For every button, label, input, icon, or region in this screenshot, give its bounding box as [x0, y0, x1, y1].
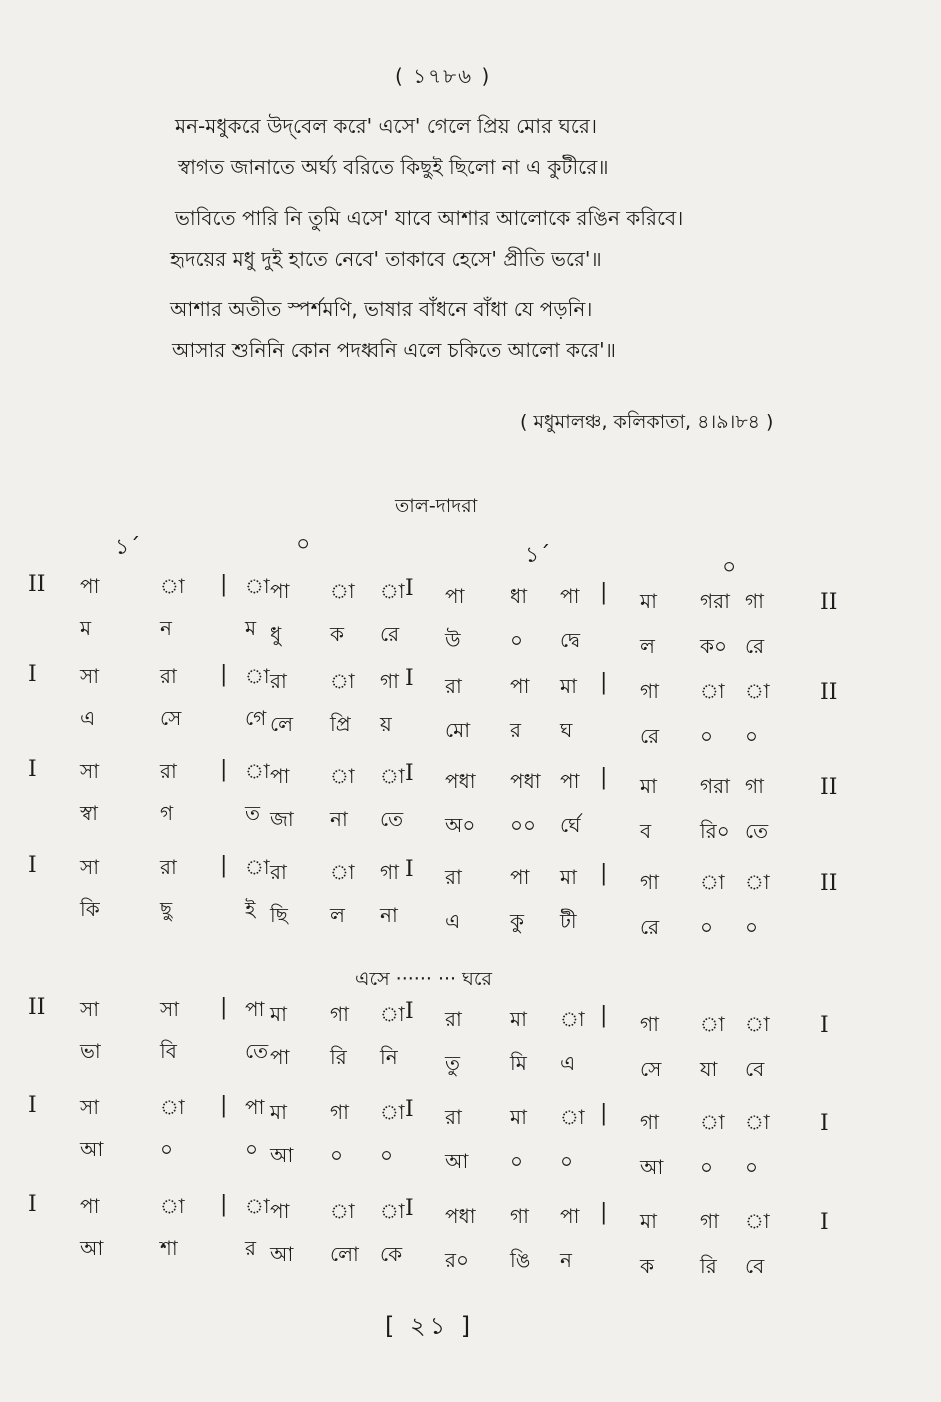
- lyric-line: মন-মধুকরে উদ্‌বেল করে' এসে' গেলে প্রিয় মোর ঘরে।: [175, 114, 597, 138]
- lyric-syllable: সে: [160, 706, 182, 730]
- notation-row: [0, 1192, 941, 1282]
- swara-note: গরা: [700, 589, 730, 613]
- lyric-syllable: র: [510, 718, 522, 742]
- lyric-syllable: এ: [445, 909, 461, 933]
- swara-note: পা: [510, 674, 530, 698]
- swara-note: া: [245, 664, 270, 688]
- swara-note: পা: [245, 1095, 265, 1119]
- lyric-syllable: ০: [700, 915, 714, 939]
- swara-note: পা: [270, 1199, 290, 1223]
- lyric-syllable: র: [245, 1236, 257, 1260]
- lyric-syllable: লে: [270, 712, 294, 736]
- swara-note: পধা: [445, 769, 476, 793]
- lyric-syllable: রে: [640, 915, 660, 939]
- swara-note: মা: [560, 865, 577, 889]
- beat-divider: |: [600, 580, 608, 605]
- swara-note: া: [380, 764, 405, 788]
- lyric-line: হৃদয়ের মধু দুই হাতে নেবে' তাকাবে হেসে' প্রীতি ভরে'॥: [170, 247, 602, 271]
- swara-note: পা: [560, 769, 580, 793]
- lyric-syllable: র০: [445, 1248, 470, 1272]
- lyric-syllable: আ: [640, 1155, 664, 1179]
- lyric-syllable: রি: [700, 1254, 717, 1278]
- swara-note: পধা: [510, 769, 541, 793]
- lyric-syllable: কু: [510, 909, 524, 933]
- swara-note: া: [700, 679, 725, 703]
- beat-mark: ১´: [115, 535, 141, 560]
- beat-divider: |: [220, 572, 228, 597]
- lyric-syllable: ল: [640, 634, 655, 658]
- beat-mark: ০: [722, 555, 737, 580]
- swara-note: গা: [745, 774, 764, 798]
- swara-note: া: [245, 855, 270, 879]
- swara-note: রা: [270, 669, 287, 693]
- swara-note: া: [380, 1100, 405, 1124]
- lyric-syllable: ক: [640, 1254, 654, 1278]
- half-barline: I: [405, 666, 414, 691]
- swara-note: া: [700, 1012, 725, 1036]
- lyric-syllable: কি: [80, 897, 100, 921]
- swara-note: গা: [640, 679, 659, 703]
- swara-note: পধা: [445, 1204, 476, 1228]
- lyric-syllable: নি: [380, 1045, 398, 1069]
- swara-note: রা: [445, 1007, 462, 1031]
- swara-note: রা: [445, 1105, 462, 1129]
- lyric-syllable: ০০: [510, 813, 537, 837]
- swara-note: রা: [160, 855, 177, 879]
- notation-row: [0, 662, 941, 752]
- lyric-syllable: ন: [160, 616, 172, 640]
- swara-note: রা: [445, 674, 462, 698]
- beat-divider: |: [220, 995, 228, 1020]
- notation-row: [0, 757, 941, 847]
- lyric-syllable: রি০: [700, 819, 730, 843]
- swara-note: া: [560, 1105, 585, 1129]
- lyric-syllable: প্রি: [330, 712, 351, 736]
- swara-note: া: [380, 579, 405, 603]
- lyric-syllable: র্ঘে: [560, 813, 581, 837]
- half-barline: I: [405, 576, 414, 601]
- lyric-syllable: ত: [245, 801, 261, 825]
- swara-note: া: [700, 870, 725, 894]
- lyric-syllable: গ: [160, 801, 174, 825]
- beat-mark: ১´: [525, 543, 551, 568]
- lyric-syllable: টী: [560, 909, 577, 933]
- beat-divider: |: [220, 1192, 228, 1217]
- open-barline: I: [28, 853, 37, 878]
- beat-divider: |: [220, 662, 228, 687]
- beat-divider: |: [220, 853, 228, 878]
- half-barline: I: [405, 999, 414, 1024]
- song-number: ( ১৭৮৬ ): [395, 64, 492, 88]
- swara-note: া: [330, 1199, 355, 1223]
- lyric-syllable: বে: [745, 1254, 765, 1278]
- lyric-syllable: বি: [160, 1039, 177, 1063]
- lyric-syllable: তে: [380, 807, 404, 831]
- lyric-syllable: ছি: [270, 903, 288, 927]
- open-barline: I: [28, 1093, 37, 1118]
- close-barline: II: [820, 680, 838, 705]
- swara-note: গা: [640, 1012, 659, 1036]
- close-barline: I: [820, 1210, 829, 1235]
- mid-label: এসে ······ ··· ঘরে: [355, 968, 492, 990]
- lyric-syllable: ০: [700, 1155, 714, 1179]
- swara-note: া: [330, 764, 355, 788]
- lyric-syllable: লো: [330, 1242, 359, 1266]
- notation-row: [0, 572, 941, 662]
- swara-note: গা: [640, 870, 659, 894]
- swara-note: পা: [510, 865, 530, 889]
- lyric-syllable: ০: [510, 1149, 524, 1173]
- lyric-syllable: তে: [745, 819, 769, 843]
- swara-note: সা: [80, 1095, 100, 1119]
- lyric-syllable: তে: [245, 1039, 269, 1063]
- open-barline: II: [28, 572, 46, 597]
- lyric-syllable: মো: [445, 718, 471, 742]
- close-barline: I: [820, 1111, 829, 1136]
- lyric-syllable: ভা: [80, 1039, 101, 1063]
- lyric-syllable: কে: [380, 1242, 403, 1266]
- lyric-syllable: ন: [560, 1248, 572, 1272]
- lyric-syllable: ০: [160, 1137, 174, 1161]
- beat-mark: ০: [296, 532, 311, 557]
- half-barline: I: [405, 857, 414, 882]
- half-barline: I: [405, 1196, 414, 1221]
- lyric-syllable: তু: [445, 1051, 461, 1075]
- swara-note: া: [245, 1194, 270, 1218]
- beat-divider: |: [600, 861, 608, 886]
- lyric-syllable: রি: [330, 1045, 347, 1069]
- lyric-syllable: ম: [245, 616, 257, 640]
- lyric-syllable: ০: [745, 915, 759, 939]
- lyric-syllable: ০: [510, 628, 524, 652]
- lyric-syllable: আ: [80, 1236, 104, 1260]
- lyric-syllable: ব: [640, 819, 652, 843]
- lyric-line: আশার অতীত স্পর্শমণি, ভাষার বাঁধনে বাঁধা যে পড়নি।: [170, 297, 593, 321]
- swara-note: রা: [160, 759, 177, 783]
- swara-note: মা: [640, 774, 657, 798]
- lyric-syllable: উ: [445, 628, 461, 652]
- lyric-syllable: ক: [330, 622, 344, 646]
- lyric-line: স্বাগত জানাতে অর্ঘ্য বরিতে কিছুই ছিলো না এ কুটীরে॥: [178, 155, 609, 179]
- lyric-syllable: মি: [510, 1051, 527, 1075]
- swara-note: গা: [640, 1110, 659, 1134]
- lyric-syllable: ক০: [700, 634, 727, 658]
- open-barline: I: [28, 662, 37, 687]
- swara-note: সা: [160, 997, 180, 1021]
- swara-note: মা: [510, 1105, 527, 1129]
- swara-note: া: [700, 1110, 725, 1134]
- swara-note: া: [380, 1002, 405, 1026]
- notation-row: [0, 1093, 941, 1183]
- swara-note: া: [745, 870, 770, 894]
- swara-note: া: [745, 679, 770, 703]
- lyric-syllable: বে: [745, 1057, 765, 1081]
- open-barline: I: [28, 757, 37, 782]
- half-barline: I: [405, 761, 414, 786]
- swara-note: া: [160, 574, 185, 598]
- swara-note: া: [245, 759, 270, 783]
- swara-note: া: [745, 1110, 770, 1134]
- lyric-syllable: য়: [380, 712, 392, 736]
- lyric-syllable: ই: [245, 897, 256, 921]
- lyric-line: ভাবিতে পারি নি তুমি এসে' যাবে আশার আলোকে রঙিন করিবে।: [175, 206, 684, 230]
- lyric-line: আসার শুনিনি কোন পদধ্বনি এলে চকিতে আলো করে'॥: [172, 338, 616, 362]
- lyric-syllable: স্বা: [80, 801, 98, 825]
- beat-divider: |: [600, 670, 608, 695]
- lyric-syllable: ঙি: [510, 1248, 531, 1272]
- lyric-syllable: ল: [330, 903, 345, 927]
- lyric-syllable: রে: [745, 634, 765, 658]
- close-barline: II: [820, 775, 838, 800]
- lyric-syllable: শা: [160, 1236, 178, 1260]
- swara-note: গরা: [700, 774, 730, 798]
- beat-divider: |: [600, 1003, 608, 1028]
- swara-note: া: [330, 669, 355, 693]
- lyric-syllable: দ্বে: [560, 628, 581, 652]
- lyric-syllable: যা: [700, 1057, 718, 1081]
- swara-note: া: [745, 1012, 770, 1036]
- signature: ( মধুমালঞ্চ, কলিকাতা, ৪।৯।৮৪ ): [520, 411, 774, 433]
- swara-note: পা: [560, 1204, 580, 1228]
- lyric-syllable: ০: [245, 1137, 259, 1161]
- swara-note: মা: [640, 1209, 657, 1233]
- swara-note: গা: [700, 1209, 719, 1233]
- lyric-syllable: রে: [380, 622, 400, 646]
- swara-note: গা: [380, 860, 399, 884]
- swara-note: সা: [80, 997, 100, 1021]
- open-barline: I: [28, 1192, 37, 1217]
- swara-note: রা: [160, 664, 177, 688]
- swara-note: া: [330, 579, 355, 603]
- swara-note: া: [330, 860, 355, 884]
- swara-note: া: [745, 1209, 770, 1233]
- swara-note: া: [380, 1199, 405, 1223]
- lyric-syllable: না: [380, 903, 398, 927]
- swara-note: সা: [80, 664, 100, 688]
- lyric-syllable: ০: [380, 1143, 394, 1167]
- swara-note: গা: [510, 1204, 529, 1228]
- close-barline: I: [820, 1013, 829, 1038]
- swara-note: মা: [640, 589, 657, 613]
- swara-note: সা: [80, 759, 100, 783]
- notation-row: [0, 853, 941, 943]
- swara-note: গা: [330, 1100, 349, 1124]
- swara-note: সা: [80, 855, 100, 879]
- swara-note: া: [160, 1194, 185, 1218]
- swara-note: মা: [560, 674, 577, 698]
- lyric-syllable: রে: [640, 724, 660, 748]
- lyric-syllable: আ: [270, 1242, 294, 1266]
- swara-note: পা: [560, 584, 580, 608]
- swara-note: গা: [745, 589, 764, 613]
- taal-label: তাল-দাদরা: [395, 495, 478, 517]
- lyric-syllable: সে: [640, 1057, 662, 1081]
- swara-note: ধা: [510, 584, 528, 608]
- swara-note: পা: [270, 764, 290, 788]
- beat-divider: |: [600, 1200, 608, 1225]
- lyric-syllable: ০: [745, 724, 759, 748]
- close-barline: II: [820, 871, 838, 896]
- swara-note: গা: [380, 669, 399, 693]
- swara-note: পা: [245, 997, 265, 1021]
- lyric-syllable: জা: [270, 807, 294, 831]
- lyric-syllable: ০: [700, 724, 714, 748]
- open-barline: II: [28, 995, 46, 1020]
- beat-divider: |: [600, 1101, 608, 1126]
- swara-note: পা: [270, 579, 290, 603]
- close-barline: II: [820, 590, 838, 615]
- swara-note: রা: [445, 865, 462, 889]
- swara-note: া: [245, 574, 270, 598]
- swara-note: মা: [270, 1100, 287, 1124]
- page-number: [ ২১ ]: [385, 1312, 475, 1340]
- swara-note: মা: [510, 1007, 527, 1031]
- beat-divider: |: [220, 757, 228, 782]
- lyric-syllable: আ: [445, 1149, 469, 1173]
- swara-note: া: [160, 1095, 185, 1119]
- lyric-syllable: ঘ: [560, 718, 573, 742]
- lyric-syllable: আ: [80, 1137, 104, 1161]
- lyric-syllable: ০: [560, 1149, 574, 1173]
- beat-divider: |: [600, 765, 608, 790]
- lyric-syllable: অ০: [445, 813, 476, 837]
- lyric-syllable: ০: [330, 1143, 344, 1167]
- swara-note: পা: [80, 1194, 100, 1218]
- swara-note: রা: [270, 860, 287, 884]
- notation-row: [0, 995, 941, 1085]
- lyric-syllable: এ: [560, 1051, 576, 1075]
- swara-note: পা: [445, 584, 465, 608]
- swara-note: গা: [330, 1002, 349, 1026]
- lyric-syllable: গে: [245, 706, 267, 730]
- lyric-syllable: পা: [270, 1045, 290, 1069]
- lyric-syllable: ০: [745, 1155, 759, 1179]
- lyric-syllable: এ: [80, 706, 96, 730]
- lyric-syllable: ছু: [160, 897, 173, 921]
- lyric-syllable: ম: [80, 616, 92, 640]
- swara-note: া: [560, 1007, 585, 1031]
- lyric-syllable: আ: [270, 1143, 294, 1167]
- beat-divider: |: [220, 1093, 228, 1118]
- lyric-syllable: ধু: [270, 622, 282, 646]
- half-barline: I: [405, 1097, 414, 1122]
- swara-note: মা: [270, 1002, 287, 1026]
- swara-note: পা: [80, 574, 100, 598]
- lyric-syllable: না: [330, 807, 348, 831]
